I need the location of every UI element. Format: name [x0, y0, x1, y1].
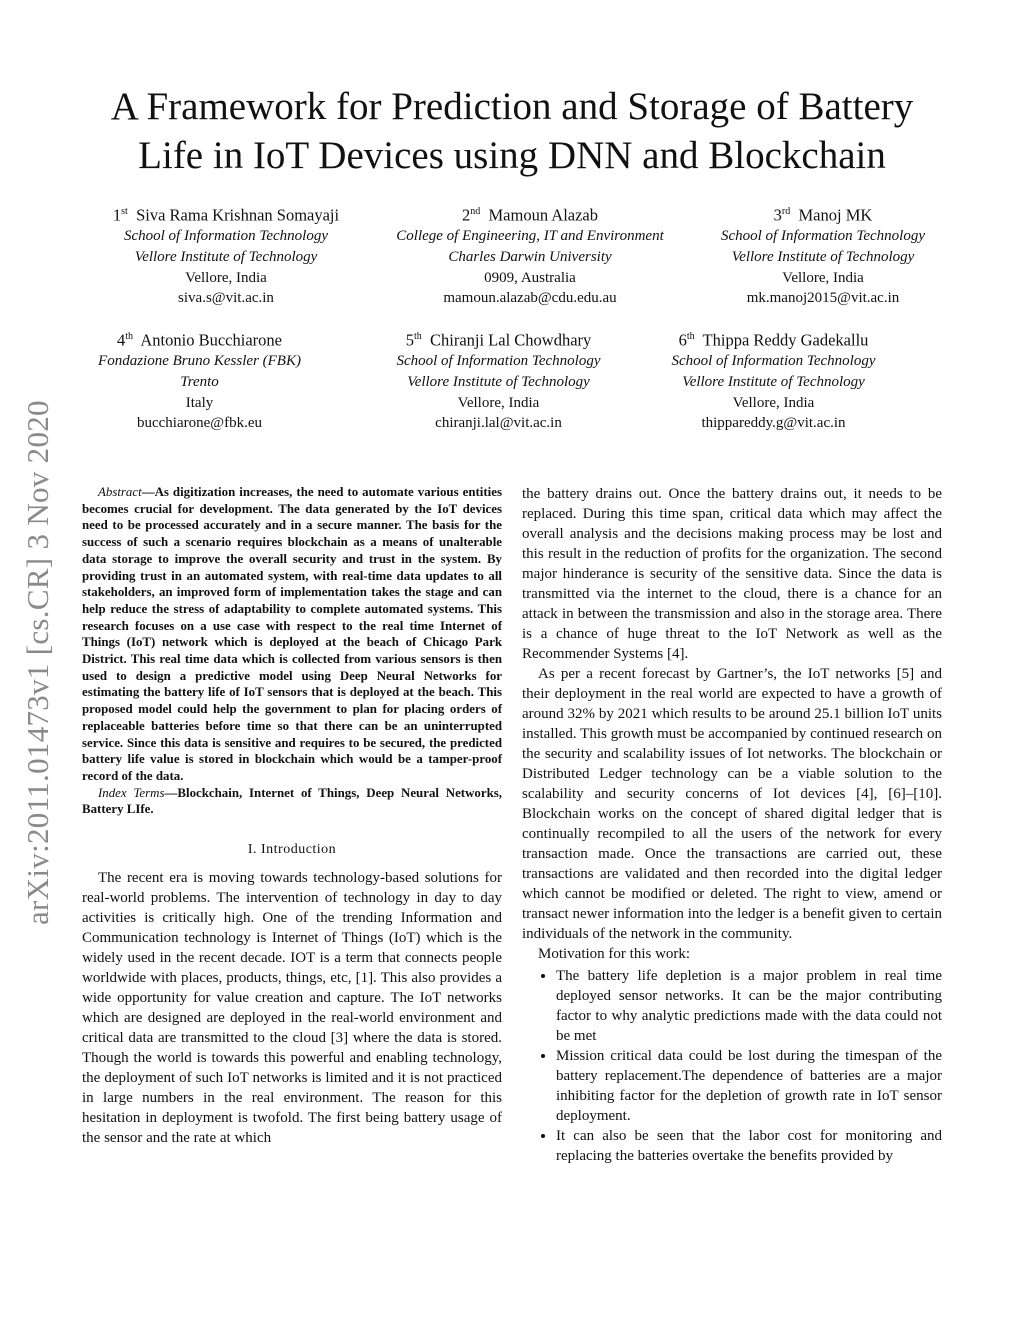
- list-item: • It can also be seen that the labor cost for monitoring and replacing the batteries overtake the benefits provided by: [556, 1126, 942, 1166]
- author: [370, 202, 690, 309]
- intro-paragraph: The recent era is moving towards technology-based solutions for real-world problems. The intervention of technology in day to day activities is critically high. One of the trending Information and Communication technology is Internet of Things (IoT) which is the widely used in the recent decade. IOT is a term that connects people worldwide with places, products, things, etc, [1]. This also provides a wide opportunity for value creation and capture. The IoT networks which are designed are deployed in the real-world environment and critical data are transmitted to the cloud [3] where the data is stored. Though the world is towards this powerful and enabling technology, the deployment of such IoT networks is limited and it is not practiced in large numbers in the real environment. The reason for this hesitation in deployment is twofold. The first being battery usage of the sensor and the rate at which: [82, 870, 502, 1147]
- abstract-text: —As digitization increases, the need to automate various entities becomes crucial for development. The data generated by the IoT devices need to be processed accurately and in a secure manner. The basis for the success of such a scenario requires blockchain as a means of unalterable data storage to improve the overall security and trust in the system. By providing trust in an automated system, with real-time data updates to all stakeholders, an improved form of implementation takes the stage and can help reduce the stress of adaptability to complete automated systems. This research focuses on a use case with respect to the real time Internet of Things (IoT) network which is deployed at the beach of Chicago Park District. This real time data which is collected from various sensors is then used to design a predictive model using Deep Neural Networks for estimating the battery life of IoT sensors that is deployed at the beach. This proposed model could help the government to plan for placing orders of replaceable batteries before time so that there can be an uninterrupted service. Since this data is sensitive and requires to be secured, the predicted battery life value is stored in blockchain which would be a tamper-proof record of the data.: [82, 485, 502, 783]
- left-column: [82, 484, 502, 1148]
- author-name: [663, 202, 983, 226]
- author-name-text: Manoj MK: [798, 205, 873, 225]
- author-name: [66, 202, 386, 226]
- index-terms: [82, 785, 502, 818]
- author-order: 4: [117, 330, 126, 350]
- author: [586, 327, 961, 434]
- author-name-text: Mamoun Alazab: [488, 205, 598, 225]
- author-affiliation: Fondazione Bruno Kessler (FBK): [98, 353, 301, 370]
- author-institution: Vellore Institute of Technology: [731, 248, 915, 265]
- author-location: 0909, Australia: [484, 269, 576, 286]
- section-heading: I. Introduction: [247, 842, 337, 858]
- author-name: [586, 327, 961, 351]
- motivation-label: Motivation for this work:: [538, 946, 691, 962]
- motivation-list: [522, 966, 942, 1166]
- arxiv-stamp: arXiv:2011.01473v1 [cs.CR] 3 Nov 2020: [20, 400, 55, 925]
- author-affiliation: School of Information Technology: [123, 228, 329, 245]
- author-institution: Charles Darwin University: [448, 248, 612, 265]
- title-line-2: Life in IoT Devices using DNN and Blockchain: [138, 134, 886, 177]
- index-terms-text: —Blockchain, Internet of Things, Deep Neural Networks, Battery LIfe.: [82, 785, 502, 817]
- author-email: bucchiarone@fbk.eu: [136, 415, 262, 432]
- author-order: 5: [405, 330, 414, 350]
- paper-title: [0, 82, 1024, 180]
- author-affiliation: School of Information Technology: [671, 353, 876, 370]
- author-location: Vellore, India: [185, 269, 267, 286]
- abstract-label: Abstract: [98, 485, 142, 499]
- author: [663, 202, 983, 309]
- author-order: 6: [678, 330, 687, 350]
- author-email: siva.s@vit.ac.in: [178, 290, 274, 307]
- author-location: Vellore, India: [782, 269, 864, 286]
- author-order: 1: [112, 205, 122, 225]
- author-email: thippareddy.g@vit.ac.in: [701, 415, 846, 432]
- author-affiliation: College of Engineering, IT and Environment: [396, 228, 664, 245]
- author-affiliation: School of Information Technology: [720, 228, 926, 245]
- index-terms-label: Index Terms: [98, 785, 165, 800]
- author-location: Italy: [185, 394, 214, 411]
- paragraph: the battery drains out. Once the battery drains out, it needs to be replaced. During this time span, critical data which may affect the overall analysis and the decisions making process may be lost and this result in the reduction of profits for the organization. The second major hinderance is security of the sensitive data. Since the data is transmitted via the internet to the cloud, there is a chance for an attack in between the transmission and also in the storage area. There is a chance of huge threat to the IoT Network as well as the Recommender Systems [4].: [522, 486, 942, 662]
- author-email: mamoun.alazab@cdu.edu.au: [443, 290, 617, 307]
- list-item: • Mission critical data could be lost during the timespan of the battery replacement.The dependence of batteries are a major inhibiting factor for the depletion of growth rate in IoT sensor deployment.: [556, 1046, 942, 1126]
- author-name: [370, 202, 690, 226]
- author-institution: Vellore Institute of Technology: [134, 248, 318, 265]
- author-order-suffix: nd: [470, 206, 481, 217]
- author-location: Vellore, India: [457, 394, 540, 411]
- author-name-text: Thippa Reddy Gadekallu: [702, 330, 869, 350]
- author-affiliation: School of Information Technology: [396, 353, 601, 370]
- author-institution: Vellore Institute of Technology: [407, 373, 590, 390]
- paragraph: As per a recent forecast by Gartner’s, the IoT networks [5] and their deployment in the real world are expected to have a growth of around 32% by 2021 which results to be around 25.1 billion IoT units installed. This growth must be accompanied by continued research on the security and scalability issues of Iot networks. The blockchain or Distributed Ledger technology can be a viable solution to the scalability and security concerns of Iot devices [4], [6]–[10]. Blockchain works on the concept of shared digital ledger that is continually recompiled to all the users of the network for every transaction made. Once the transactions are carried out, these transactions are validated and then recorded into the digital ledger which cannot be modified or deleted. The right to view, amend or transact newer information into the ledger is a benefit given to certain individuals of the network in the community.: [522, 666, 942, 942]
- author-order-suffix: th: [686, 331, 695, 342]
- author-email: chiranji.lal@vit.ac.in: [435, 415, 562, 432]
- author-name-text: Chiranji Lal Chowdhary: [429, 330, 592, 350]
- author-institution: Vellore Institute of Technology: [682, 373, 865, 390]
- right-column: [522, 484, 942, 1166]
- author-order-suffix: th: [413, 331, 422, 342]
- title-line-1: A Framework for Prediction and Storage of Battery: [110, 85, 914, 128]
- list-item: • The battery life depletion is a major problem in real time deployed sensor networks. It can be the major contributing factor to why analytic predictions made with the data could not be met: [556, 966, 942, 1046]
- author: [66, 202, 386, 309]
- author-institution: Trento: [180, 373, 219, 390]
- abstract: [82, 484, 502, 785]
- author-name-text: Siva Rama Krishnan Somayaji: [136, 205, 340, 225]
- author-name-text: Antonio Bucchiarone: [140, 330, 282, 350]
- author-order: 3: [773, 205, 782, 225]
- author-order-suffix: rd: [781, 206, 791, 217]
- author-order: 2: [461, 205, 471, 225]
- author-location: Vellore, India: [732, 394, 815, 411]
- author-order-suffix: st: [121, 206, 128, 217]
- author-email: mk.manoj2015@vit.ac.in: [746, 290, 900, 307]
- author-order-suffix: th: [125, 331, 134, 342]
